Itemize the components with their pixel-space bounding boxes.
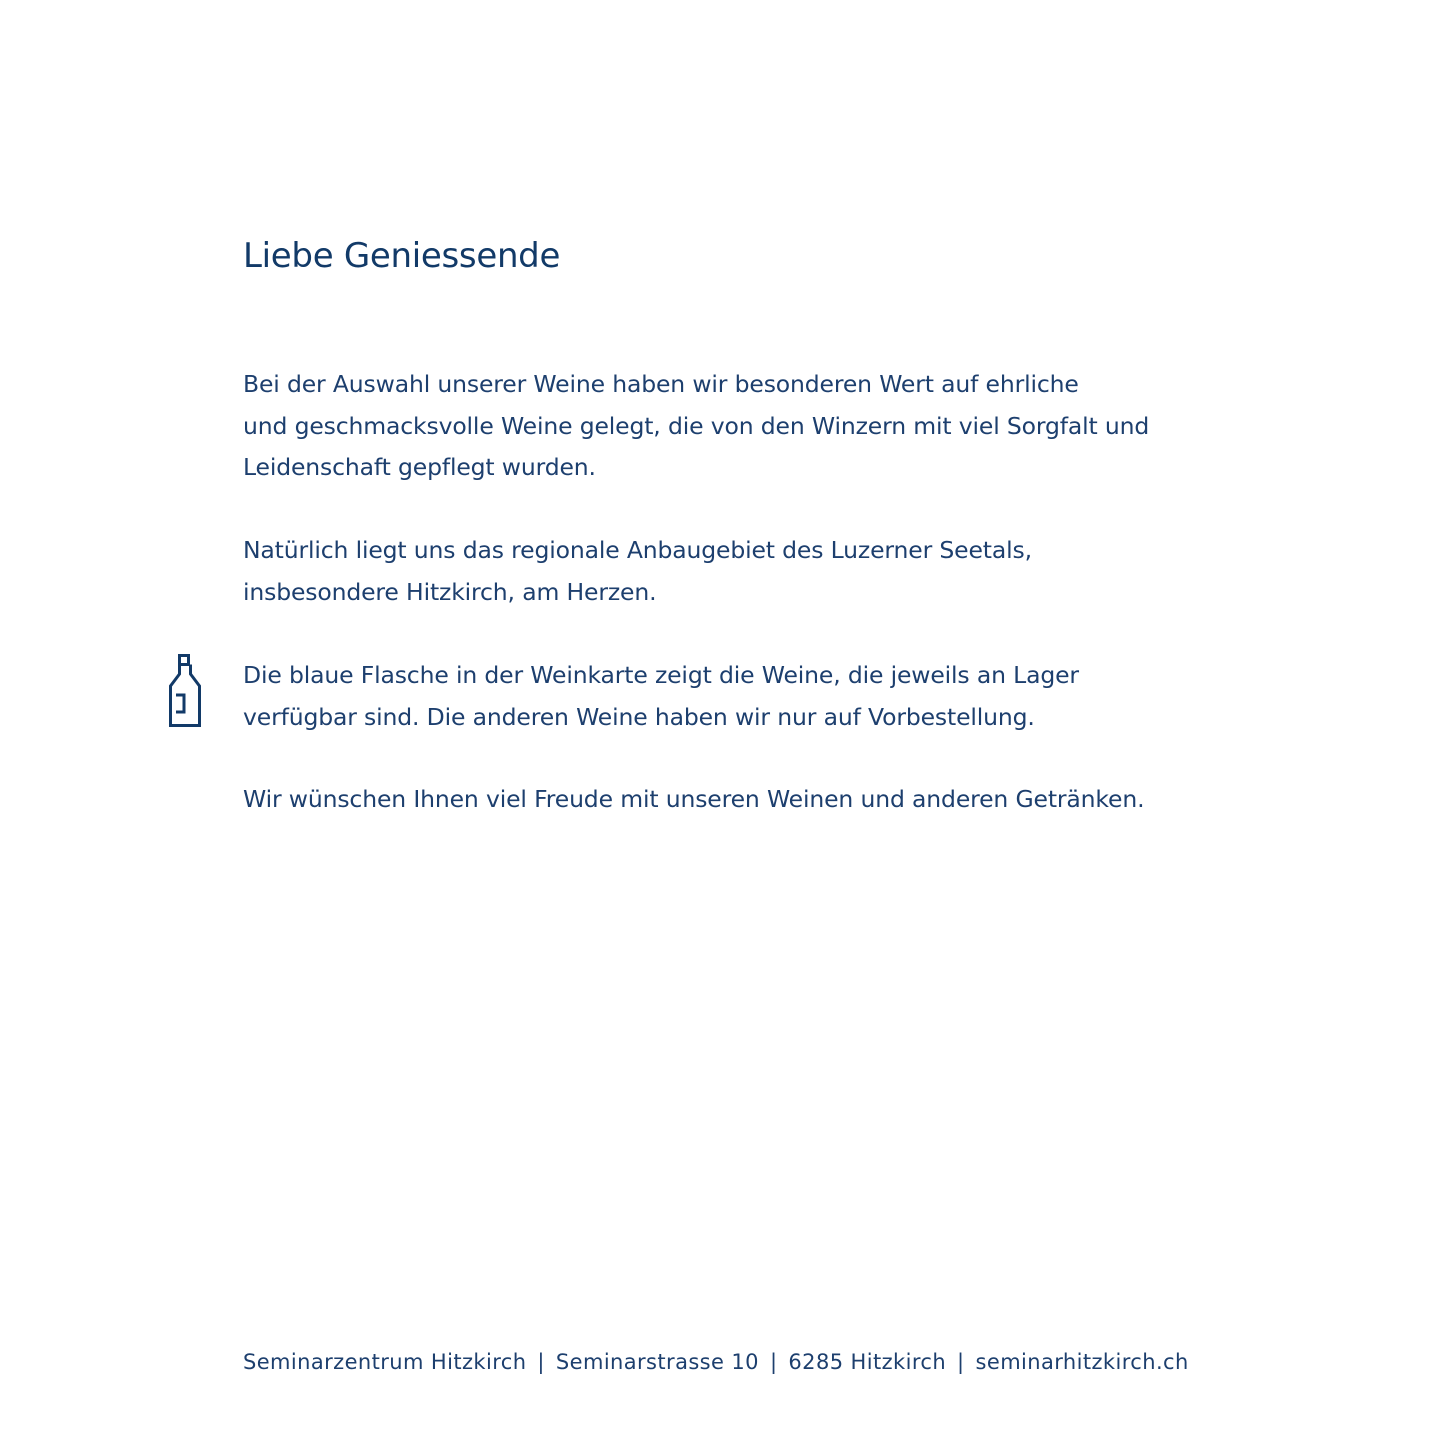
footer-city: 6285 Hitzkirch (788, 1350, 947, 1374)
closing-paragraph (243, 779, 1144, 821)
region-paragraph (243, 530, 1032, 613)
footer-separator: | (537, 1350, 545, 1374)
paragraph-line: Wir wünschen Ihnen viel Freude mit unseren Weinen und anderen Getränken. (243, 785, 1145, 813)
paragraph-line: insbesondere Hitzkirch, am Herzen. (243, 577, 657, 606)
paragraph-line: verfügbar sind. Die anderen Weine haben wir nur auf Vorbestellung. (243, 702, 1035, 731)
intro-paragraph (243, 364, 1149, 489)
paragraph-line: Natürlich liegt uns das regionale Anbaugebiet des Luzerner Seetals, (243, 536, 1032, 564)
paragraph-line: Bei der Auswahl unserer Weine haben wir besonderen Wert auf ehrliche (243, 370, 1079, 398)
paragraph-line: und geschmacksvolle Weine gelegt, die von den Winzern mit viel Sorgfalt und (243, 411, 1150, 440)
paragraph-line: Leidenschaft gepflegt wurden. (243, 453, 596, 481)
footer-name: Seminarzentrum Hitzkirch (243, 1350, 527, 1374)
page-title: Liebe Geniessende (243, 236, 561, 276)
footer-website-link[interactable]: seminarhitzkirch.ch (975, 1350, 1189, 1374)
bottle-legend-paragraph (243, 655, 1079, 738)
footer-address (243, 1346, 1189, 1378)
footer-separator: | (957, 1350, 965, 1374)
footer-street: Seminarstrasse 10 (555, 1350, 759, 1374)
footer-separator: | (769, 1350, 778, 1374)
wine-bottle-icon (167, 654, 203, 728)
paragraph-line: Die blaue Flasche in der Weinkarte zeigt die Weine, die jeweils an Lager (243, 661, 1079, 689)
